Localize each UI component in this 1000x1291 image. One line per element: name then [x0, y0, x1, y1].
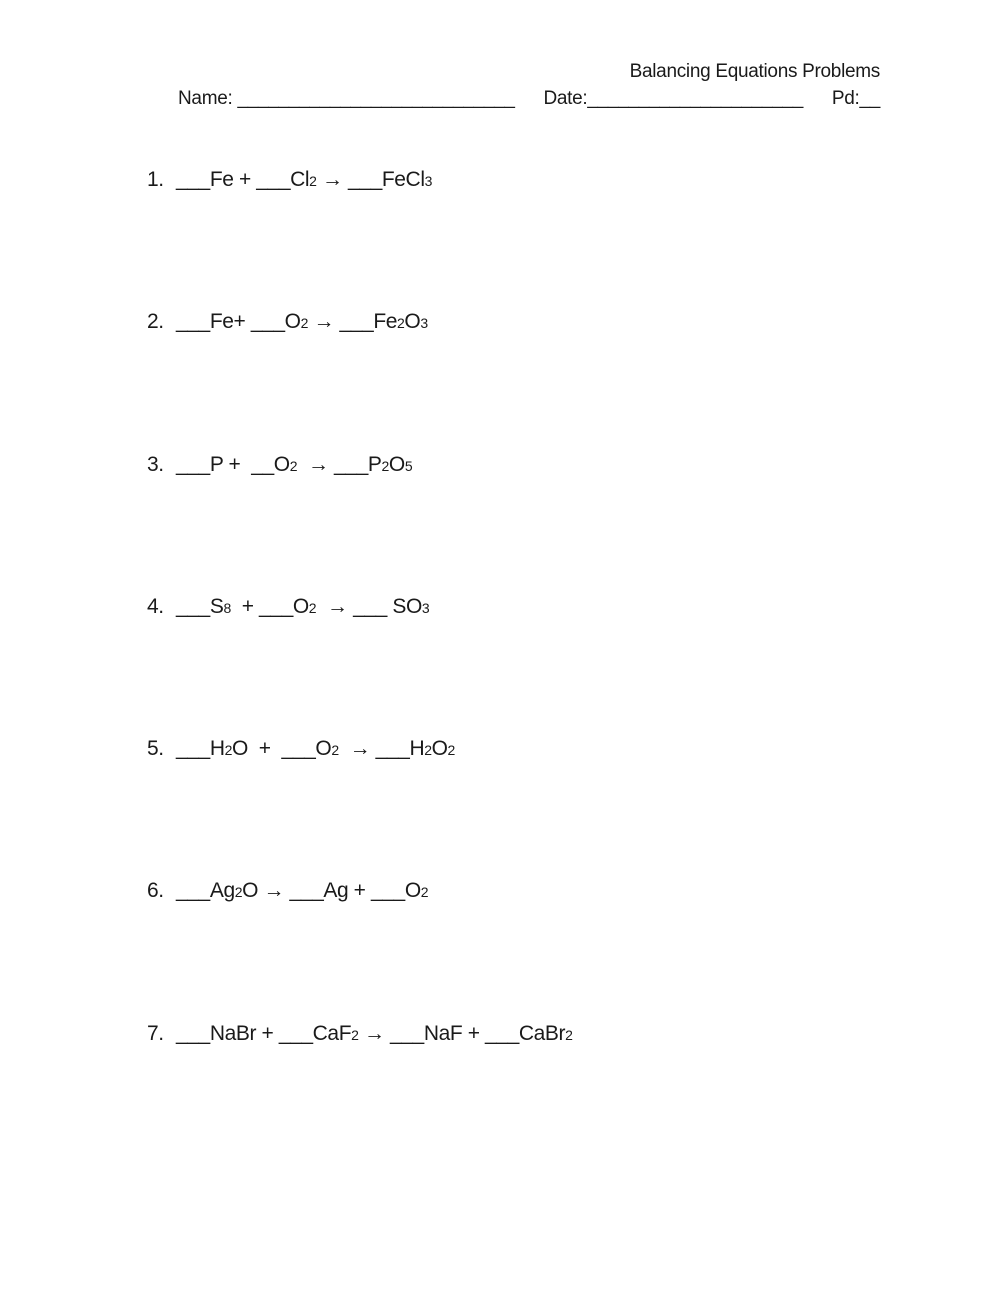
subscript: 2	[424, 742, 432, 758]
worksheet-title: Balancing Equations Problems	[629, 61, 880, 82]
problem-1	[147, 168, 432, 192]
subscript: 2	[397, 315, 405, 331]
problem-number: 6.	[147, 879, 164, 902]
equation: ___NaBr + ___CaF2 → ___NaF + ___CaBr2	[176, 1022, 573, 1045]
subscript: 2	[309, 173, 317, 189]
subscript: 2	[224, 742, 232, 758]
problem-number: 7.	[147, 1022, 164, 1045]
problem-number: 4.	[147, 595, 164, 618]
equation: ___H2O + ___O2 → ___H2O2	[176, 737, 455, 760]
problem-7	[147, 1022, 573, 1046]
subscript: 3	[424, 173, 432, 189]
subscript: 2	[331, 742, 339, 758]
subscript: 8	[223, 600, 231, 616]
problem-number: 3.	[147, 453, 164, 476]
subscript: 3	[420, 315, 428, 331]
equation: ___Fe + ___Cl2 → ___FeCl3	[176, 168, 432, 191]
subscript: 2	[447, 742, 455, 758]
equation: ___P + __O2 → ___P2O5	[176, 453, 413, 476]
equation: ___Fe+ ___O2 → ___Fe2O3	[176, 310, 428, 333]
problem-5	[147, 737, 455, 761]
problem-6	[147, 879, 428, 903]
subscript: 5	[404, 458, 413, 474]
problem-number: 5.	[147, 737, 164, 760]
problem-number: 2.	[147, 310, 164, 333]
problem-3	[147, 453, 412, 477]
equation: ___S8 + ___O2 → ___ SO3	[176, 595, 430, 618]
problem-4	[147, 595, 429, 619]
subscript: 2	[289, 458, 298, 474]
problem-2	[147, 310, 428, 334]
equation: ___Ag2O → ___Ag + ___O2	[176, 879, 429, 902]
subscript: 2	[300, 315, 309, 331]
subscript: 2	[381, 458, 389, 474]
date-field: Date:_____________________	[543, 88, 804, 109]
name-field: Name: ___________________________	[178, 88, 515, 109]
subscript: 2	[420, 884, 429, 900]
subscript: 2	[308, 600, 317, 616]
subscript: 2	[234, 884, 243, 900]
period-field: Pd:__	[831, 88, 880, 109]
subscript: 3	[421, 600, 430, 616]
subscript: 2	[565, 1027, 573, 1043]
student-info-line	[178, 88, 880, 110]
problem-number: 1.	[147, 168, 164, 191]
subscript: 2	[351, 1027, 359, 1043]
